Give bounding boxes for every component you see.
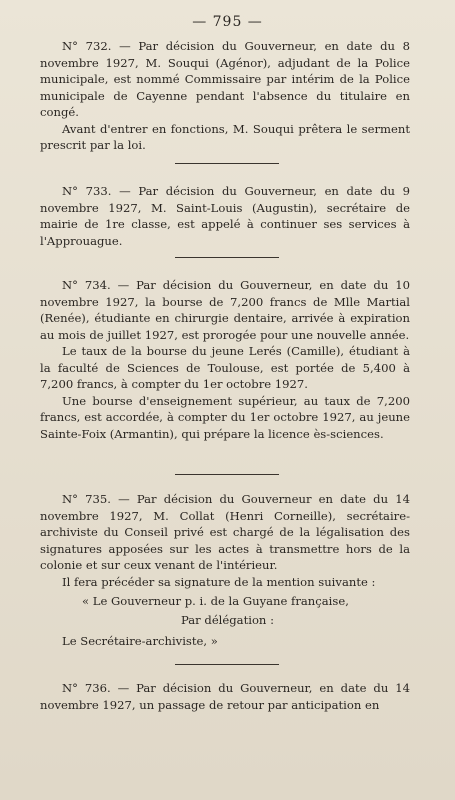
- separator-rule: [175, 474, 279, 475]
- mention-line-3: Le Secrétaire-archiviste, »: [62, 634, 218, 648]
- mention-line-1: « Le Gouverneur p. i. de la Guyane française,: [82, 594, 349, 608]
- entry-732-paragraph-1: N° 732. — Par décision du Gouverneur, en date du 8 novembre 1927, M. Souqui (Agénor), adjudant de la Police municipale, est nommé Commissaire par intérim de la Police municipale de Cayenne pendant l'absence du titulaire en congé.: [40, 39, 410, 119]
- entry-734-paragraph-3: Une bourse d'enseignement supérieur, au taux de 7,200 francs, est accordée, à compter du 1er octobre 1927, au jeune Sainte-Foix (Armantin), qui prépare la licence ès-sciences.: [40, 393, 410, 441]
- entry-734-paragraph-1: N° 734. — Par décision du Gouverneur, en date du 10 novembre 1927, la bourse de 7,200 francs de Mlle Martial (Renée), étudiante en chirurgie dentaire, arrivée à expiration au mois de juillet 1927, est prorogée pour une nouvelle année.: [40, 278, 410, 342]
- entry-733: [40, 183, 410, 249]
- entry-734: [40, 277, 410, 442]
- mention-line-2: Par délégation :: [180, 613, 274, 627]
- separator-rule: [175, 257, 279, 258]
- entry-734-paragraph-2: Le taux de la bourse du jeune Lerés (Camille), étudiant à la faculté de Sciences de Toulouse, est portée de 5,400 à 7,200 francs, à compter du 1er octobre 1927.: [40, 344, 410, 391]
- entry-736: [40, 680, 410, 713]
- entry-735: [40, 491, 410, 590]
- entry-733-paragraph-1: N° 733. — Par décision du Gouverneur, en date du 9 novembre 1927, M. Saint-Louis (Augustin), secrétaire de mairie de 1re classe, est appelé à continuer ses services à l'Approuague.: [40, 184, 410, 248]
- separator-rule: [175, 163, 279, 164]
- entry-732: [40, 38, 410, 154]
- entry-735-paragraph-1: N° 735. — Par décision du Gouverneur en date du 14 novembre 1927, M. Collat (Henri Corneille), secrétaire-archiviste du Conseil privé est chargé de la légalisation des signatures apposées sur les actes à transmettre hors de la colonie et sur ceux venant de l'intérieur.: [40, 492, 410, 572]
- page-number: — 795 —: [192, 14, 263, 30]
- entry-732-paragraph-2: Avant d'entrer en fonctions, M. Souqui prêtera le serment prescrit par la loi.: [40, 121, 410, 152]
- separator-rule: [175, 664, 279, 665]
- entry-736-paragraph-1: N° 736. — Par décision du Gouverneur, en date du 14 novembre 1927, un passage de retour par anticipation en: [40, 681, 410, 712]
- entry-735-paragraph-2: Il fera précéder sa signature de la mention suivante :: [62, 574, 376, 589]
